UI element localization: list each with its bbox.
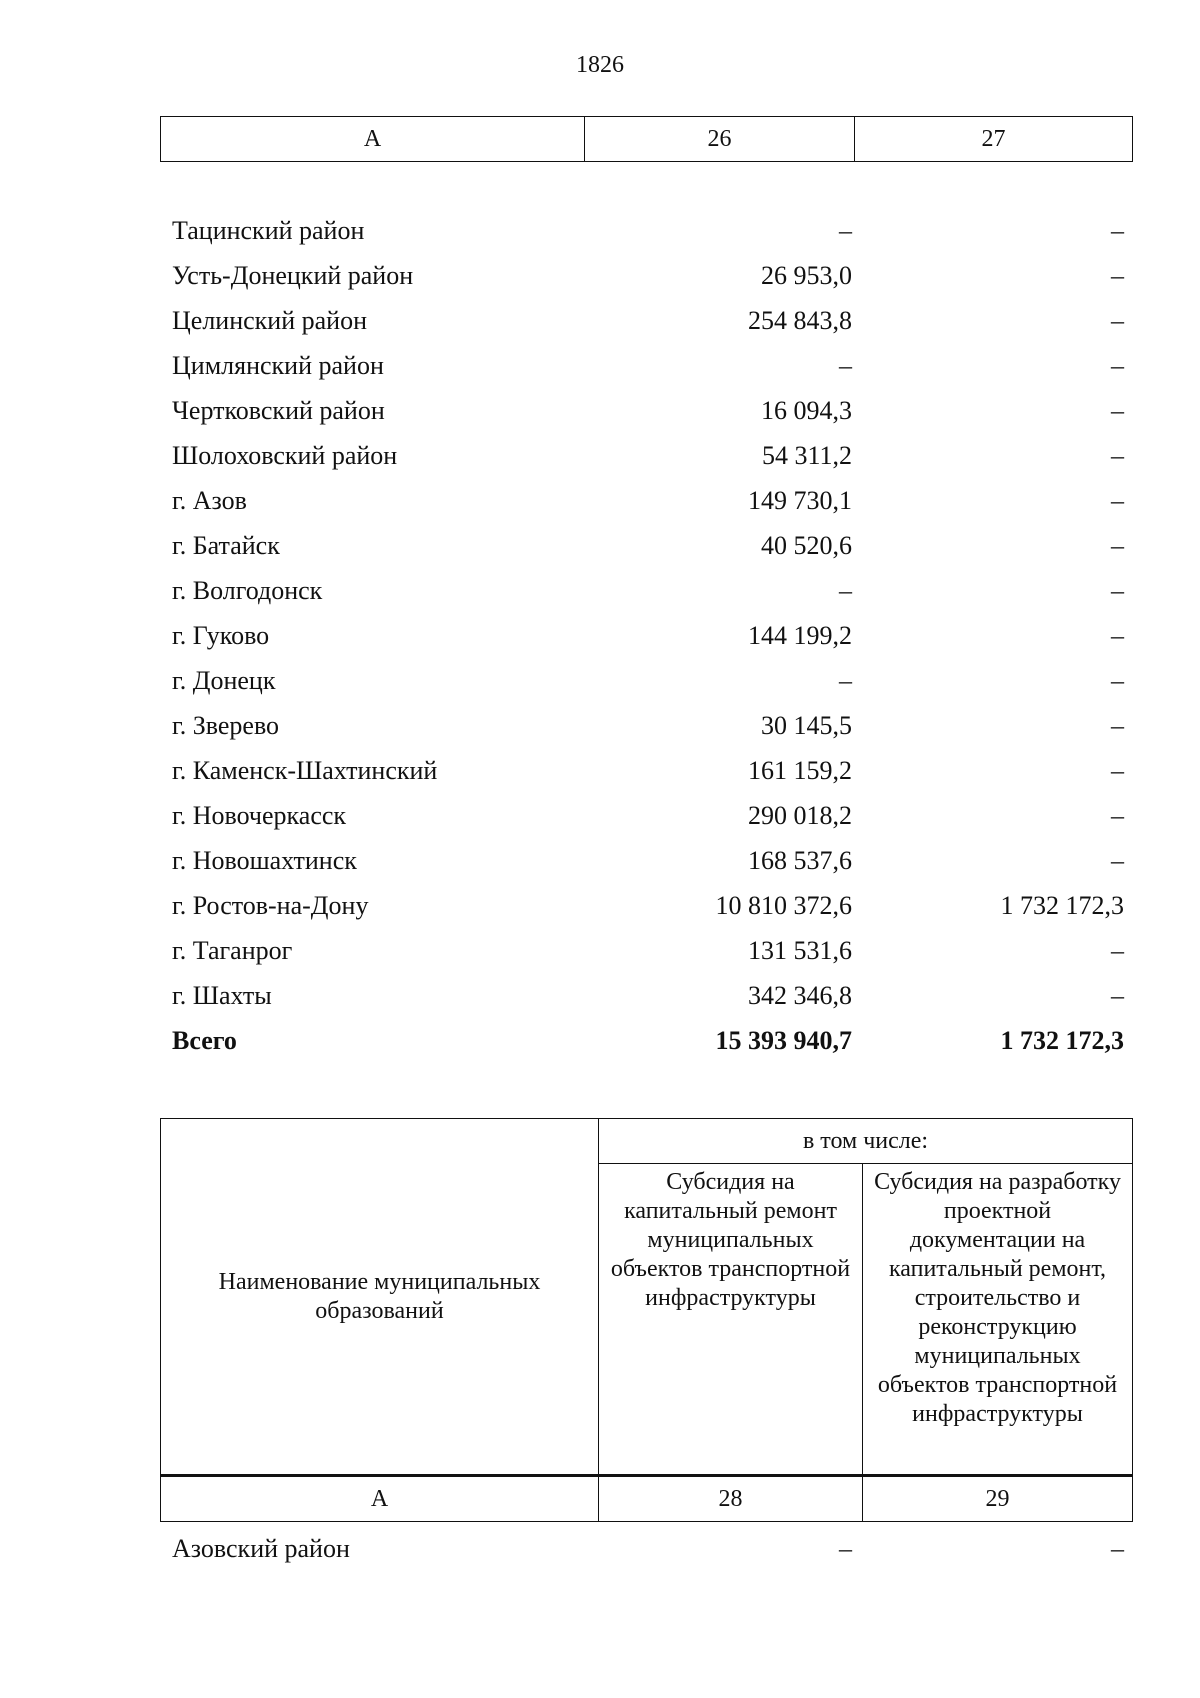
row-value-28: – bbox=[839, 1534, 852, 1563]
row-value-27: – bbox=[1111, 486, 1124, 515]
table-row bbox=[172, 343, 1124, 388]
row-value-26: – bbox=[839, 576, 852, 605]
row-name: г. Волгодонск bbox=[172, 576, 323, 605]
capital-repair-subsidy-header: Субсидия на капитальный ремонт муниципальных объектов транспортной инфраструктуры bbox=[599, 1164, 863, 1476]
table-row bbox=[172, 703, 1124, 748]
row-value-27: – bbox=[1111, 621, 1124, 650]
table-row bbox=[172, 883, 1124, 928]
row-value-27: 1 732 172,3 bbox=[1000, 891, 1124, 920]
row-value-27: – bbox=[1111, 351, 1124, 380]
total-row bbox=[172, 1018, 1124, 1063]
table-row bbox=[172, 973, 1124, 1018]
row-value-26: – bbox=[839, 216, 852, 245]
row-value-26: 54 311,2 bbox=[761, 441, 852, 470]
table-row bbox=[172, 1526, 1124, 1571]
row-name: Целинский район bbox=[172, 306, 367, 335]
row-name: г. Батайск bbox=[172, 531, 280, 560]
row-name: г. Донецк bbox=[172, 666, 276, 695]
row-value-26: 40 520,6 bbox=[761, 531, 852, 560]
row-value-26: 144 199,2 bbox=[748, 621, 852, 650]
column-index-header bbox=[160, 116, 1133, 162]
page-number: 1826 bbox=[576, 52, 624, 78]
row-name: г. Каменск-Шахтинский bbox=[172, 756, 438, 785]
row-name: г. Таганрог bbox=[172, 936, 293, 965]
row-name: г. Гуково bbox=[172, 621, 270, 650]
municipality-name-header: Наименование муниципальных образований bbox=[161, 1119, 599, 1476]
table-row bbox=[172, 433, 1124, 478]
row-name: г. Шахты bbox=[172, 981, 272, 1010]
row-value-27: – bbox=[1111, 396, 1124, 425]
row-value-26: 16 094,3 bbox=[761, 396, 852, 425]
row-value-27: – bbox=[1111, 756, 1124, 785]
row-name: г. Ростов-на-Дону bbox=[172, 891, 369, 920]
including-header: в том числе: bbox=[599, 1119, 1133, 1164]
table-row bbox=[172, 613, 1124, 658]
table-row bbox=[172, 298, 1124, 343]
row-value-27: – bbox=[1111, 531, 1124, 560]
table-row bbox=[172, 388, 1124, 433]
total-value-26: 15 393 940,7 bbox=[715, 1026, 852, 1055]
row-name: г. Зверево bbox=[172, 711, 280, 740]
table-row bbox=[172, 838, 1124, 883]
index-col-a: А bbox=[161, 1476, 599, 1522]
row-value-27: – bbox=[1111, 981, 1124, 1010]
row-value-26: – bbox=[839, 666, 852, 695]
row-name: Шолоховский район bbox=[172, 441, 398, 470]
row-value-26: 161 159,2 bbox=[748, 756, 852, 785]
row-value-26: 30 145,5 bbox=[761, 711, 852, 740]
header-col-26: 26 bbox=[585, 117, 855, 162]
header-col-27: 27 bbox=[855, 117, 1133, 162]
data-rows bbox=[172, 208, 1124, 1063]
total-label: Всего bbox=[172, 1026, 237, 1055]
row-value-27: – bbox=[1111, 306, 1124, 335]
total-value-27: 1 732 172,3 bbox=[1000, 1026, 1124, 1055]
row-name: г. Азов bbox=[172, 486, 247, 515]
row-name: г. Новошахтинск bbox=[172, 846, 357, 875]
row-value-26: 254 843,8 bbox=[748, 306, 852, 335]
row-value-27: – bbox=[1111, 936, 1124, 965]
table-row bbox=[172, 658, 1124, 703]
row-value-27: – bbox=[1111, 576, 1124, 605]
row-value-27: – bbox=[1111, 441, 1124, 470]
table-row bbox=[172, 523, 1124, 568]
row-name: Чертковский район bbox=[172, 396, 385, 425]
index-col-28: 28 bbox=[599, 1476, 863, 1522]
row-value-27: – bbox=[1111, 666, 1124, 695]
row-value-26: – bbox=[839, 351, 852, 380]
row-value-26: 290 018,2 bbox=[748, 801, 852, 830]
table-row bbox=[172, 208, 1124, 253]
row-value-26: 10 810 372,6 bbox=[715, 891, 852, 920]
row-value-27: – bbox=[1111, 846, 1124, 875]
table-row bbox=[172, 928, 1124, 973]
index-col-29: 29 bbox=[863, 1476, 1133, 1522]
table-row bbox=[172, 793, 1124, 838]
header-col-a: А bbox=[161, 117, 585, 162]
row-name: Азовский район bbox=[172, 1534, 350, 1563]
row-value-26: 149 730,1 bbox=[748, 486, 852, 515]
table-row bbox=[172, 253, 1124, 298]
row-value-27: – bbox=[1111, 216, 1124, 245]
row-value-27: – bbox=[1111, 711, 1124, 740]
row-value-27: – bbox=[1111, 801, 1124, 830]
row-value-29: – bbox=[1111, 1534, 1124, 1563]
table-row bbox=[172, 748, 1124, 793]
data-rows-continued bbox=[172, 1526, 1124, 1571]
table-row bbox=[172, 478, 1124, 523]
row-name: Усть-Донецкий район bbox=[172, 261, 414, 290]
row-name: г. Новочеркасск bbox=[172, 801, 347, 830]
row-value-26: 342 346,8 bbox=[748, 981, 852, 1010]
table-row bbox=[172, 568, 1124, 613]
row-value-26: 26 953,0 bbox=[761, 261, 852, 290]
row-value-27: – bbox=[1111, 261, 1124, 290]
row-name: Цимлянский район bbox=[172, 351, 384, 380]
subsidy-header-table bbox=[160, 1118, 1133, 1522]
row-value-26: 131 531,6 bbox=[748, 936, 852, 965]
row-name: Тацинский район bbox=[172, 216, 365, 245]
design-documentation-subsidy-header: Субсидия на разработку проектной документации на капитальный ремонт, строительство и реконструкцию муниципальных объектов транспортной инфраструктуры bbox=[863, 1164, 1133, 1476]
row-value-26: 168 537,6 bbox=[748, 846, 852, 875]
